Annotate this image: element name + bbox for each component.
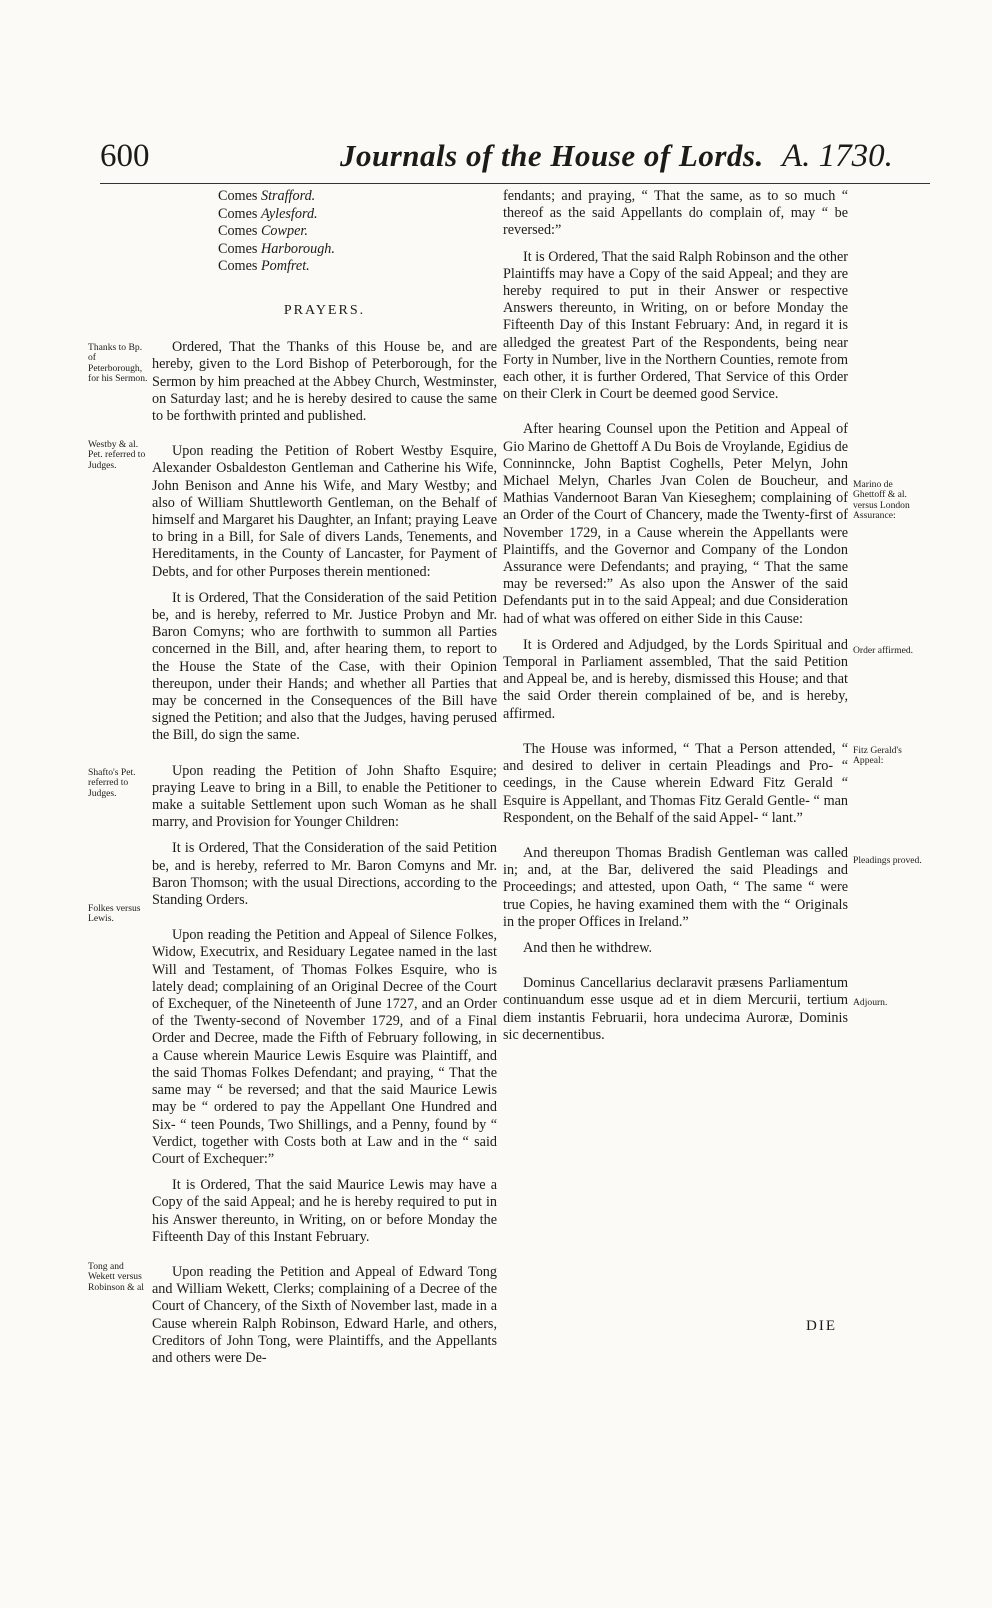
paragraph: fendants; and praying, “ That the same, as to so much “ thereof as the said Appellants do complain of, may “ be reversed:”: [503, 188, 848, 239]
paragraph: Upon reading the Petition and Appeal of Silence Folkes, Widow, Executrix, and Residuary Legatee named in the last Will and Testament, of Thomas Folkes Esquire, who is lately dead; complaining of an Original Decree of the Court of Exchequer, of the Nineteenth of June 1727, and an Order of the Twenty-second of November 1729, and of a Final Order and Decree, made the Fifth of February following, in a Cause wherein Maurice Lewis Esquire was Plaintiff, and the said Thomas Folkes Defendant; and praying, “ That the same may “ be reversed; and that the said Maurice Lewis may be “ ordered to pay the Appellant One Hundred and Six- “ teen Pounds, Two Shillings, and a Penny, found by “ Verdict, together with Costs both at Law and in the “ said Court of Exchequer:”: [152, 927, 497, 1167]
margin-note: Shafto's Pet. referred to Judges.: [88, 767, 136, 799]
margin-note: Fitz Gerald's Appeal:: [853, 745, 902, 767]
paragraph: And thereupon Thomas Bradish Gentleman was called in; and, at the Bar, delivered the said Pleadings and Proceedings; and attested, upon Oath, “ The same “ were true Copies, he having examined them with the “ Originals in the proper Offices in Ireland.”: [503, 844, 848, 930]
margin-note: Westby & al. Pet. referred to Judges.: [88, 439, 146, 471]
paragraph: Upon reading the Petition of John Shafto Esquire; praying Leave to bring in a Bill, to enable the Petitioner to make a suitable Settlement upon such Woman as he shall marry, and Provision for Younger Children:: [152, 762, 497, 831]
paragraph: It is Ordered and Adjudged, by the Lords Spiritual and Temporal in Parliament assembled, That the said Petition and Appeal be, and is hereby, dismissed this House; and that the said Order therein complained of be, and is hereby, affirmed.: [503, 636, 848, 722]
signatory: Comes Pomfret.: [218, 258, 310, 275]
margin-note: Pleadings proved.: [853, 855, 922, 866]
paragraph: It is Ordered, That the said Maurice Lewis may have a Copy of the said Appeal; and he is hereby required to put in his Answer thereunto, in Writing, on or before Monday the Fifteenth Day of this Instant February.: [152, 1177, 497, 1245]
paragraph: It is Ordered, That the Consideration of the said Petition be, and is hereby, referred to Mr. Baron Comyns and Mr. Baron Thomson; with the usual Directions, according to the Standing Orders.: [152, 840, 497, 909]
margin-note: Order affirmed.: [853, 645, 914, 656]
signatory: Comes Aylesford.: [218, 205, 318, 222]
left-column: [152, 188, 497, 1367]
paragraph: It is Ordered, That the Consideration of the said Petition be, and is hereby, referred to Mr. Justice Probyn and Mr. Baron Comyns; who are forthwith to summon all Parties concerned in the Bill, and, after hearing them, to report to the House the State of the Case, with their Opinion thereupon, under their Hands; and whether all Parties that may be concerned in the Consequences of the Bill have signed the Petition; and also that the Judges, having perused the Bill, do sign the same.: [152, 589, 497, 744]
page-number: 600: [100, 138, 150, 174]
paragraph: Upon reading the Petition of Robert Westby Esquire, Alexander Osbaldeston Gentleman and Catherine his Wife, John Benison and Anne his Wife, and Mary Westby; and also of William Shuttleworth Gentleman, on the Behalf of himself and Margaret his Daughter, an Infant; praying Leave to bring in a Bill, for Sale of divers Lands, Tenements, and Hereditaments, in the County of Lancaster, for Payment of Debts, and for other Purposes therein mentioned:: [152, 443, 497, 580]
paragraph: Ordered, That the Thanks of this House be, and are hereby, given to the Lord Bishop of Peterborough, for the Sermon by him preached at the Abbey Church, Westminster, on Saturday last; and he is hereby desired to cause the same to be forthwith printed and published.: [152, 339, 497, 424]
margin-note: Folkes versus Lewis.: [88, 903, 141, 925]
margin-note: Thanks to Bp. of Peterborough, for his Sermon.: [88, 342, 148, 385]
margin-note: Tong and Wekett versus Robinson & al: [88, 1261, 144, 1293]
signatory: Comes Strafford.: [218, 188, 316, 204]
signatory: Comes Harborough.: [218, 240, 335, 257]
running-title: Journals of the House of Lords.: [340, 138, 764, 173]
paragraph: Upon reading the Petition and Appeal of Edward Tong and William Wekett, Clerks; complaining of a Decree of the Court of Chancery, of the Sixth of November last, made in a Cause wherein Ralph Robinson, Edward Harle, and others, Creditors of John Tong, were Plaintiffs, and the Appellants and others were De-: [152, 1263, 497, 1366]
year: A. 1730.: [782, 138, 893, 174]
signatory: Comes Cowper.: [218, 223, 308, 240]
margin-note: Marino de Ghettoff & al. versus London Assurance:: [853, 479, 910, 522]
paragraph: It is Ordered, That the said Ralph Robinson and the other Plaintiffs may have a Copy of the said Appeal; and they are hereby required to put in their Answer or respective Answers thereunto, in Writing, on or before Monday the Fifteenth Day of this Instant February: And, in regard it is alledged the greatest Part of the Respondents, being near Forty in Number, live in the Northern Counties, remote from each other, it is further Ordered, That Service of this Order on their Clerk in Court be deemed good Service.: [503, 248, 848, 403]
margin-note: Adjourn.: [853, 997, 888, 1008]
header-rule: [100, 183, 930, 184]
paragraph: The House was informed, “ That a Person attended, “ and desired to deliver in certain Pleadings and Pro- “ ceedings, in the Cause wherein Edward Fitz Gerald “ Esquire is Appellant, and Thomas Fitz Gerald Gentle- “ man Respondent, on the Behalf of the said Appel- “ lant.”: [503, 740, 848, 826]
right-column: [503, 188, 848, 1044]
paragraph: And then he withdrew.: [523, 939, 653, 956]
paragraph: After hearing Counsel upon the Petition and Appeal of Gio Marino de Ghettoff A Du Bois de Vroylande, Egidius de Conninncke, John Baptist Coghells, Peter Melyn, John Michael Melyn, Charles Jvan Colen de Boucheur, and Mathias Vandernoot Baran Van Kieseghem; complaining of an Order of the Court of Chancery, made the Twenty-first of November 1729, in a Cause wherein the Appellants were Plaintiffs, and the Governor and Company of the London Assurance were Defendants; and praying, “ That the same may be reversed:” As also upon the Answer of the said Defendants put in to the said Appeal; and due Consideration had of what was offered on either Side in this Cause:: [503, 421, 848, 627]
page-header: [0, 138, 992, 184]
section-heading: PRAYERS.: [283, 302, 366, 318]
catchword: DIE: [806, 1318, 837, 1334]
paragraph: Dominus Cancellarius declaravit præsens Parliamentum continuandum esse usque ad et in diem Mercurii, tertium diem instantis Februarii, hora undecima Auroræ, Dominis sic decernentibus.: [503, 975, 848, 1043]
